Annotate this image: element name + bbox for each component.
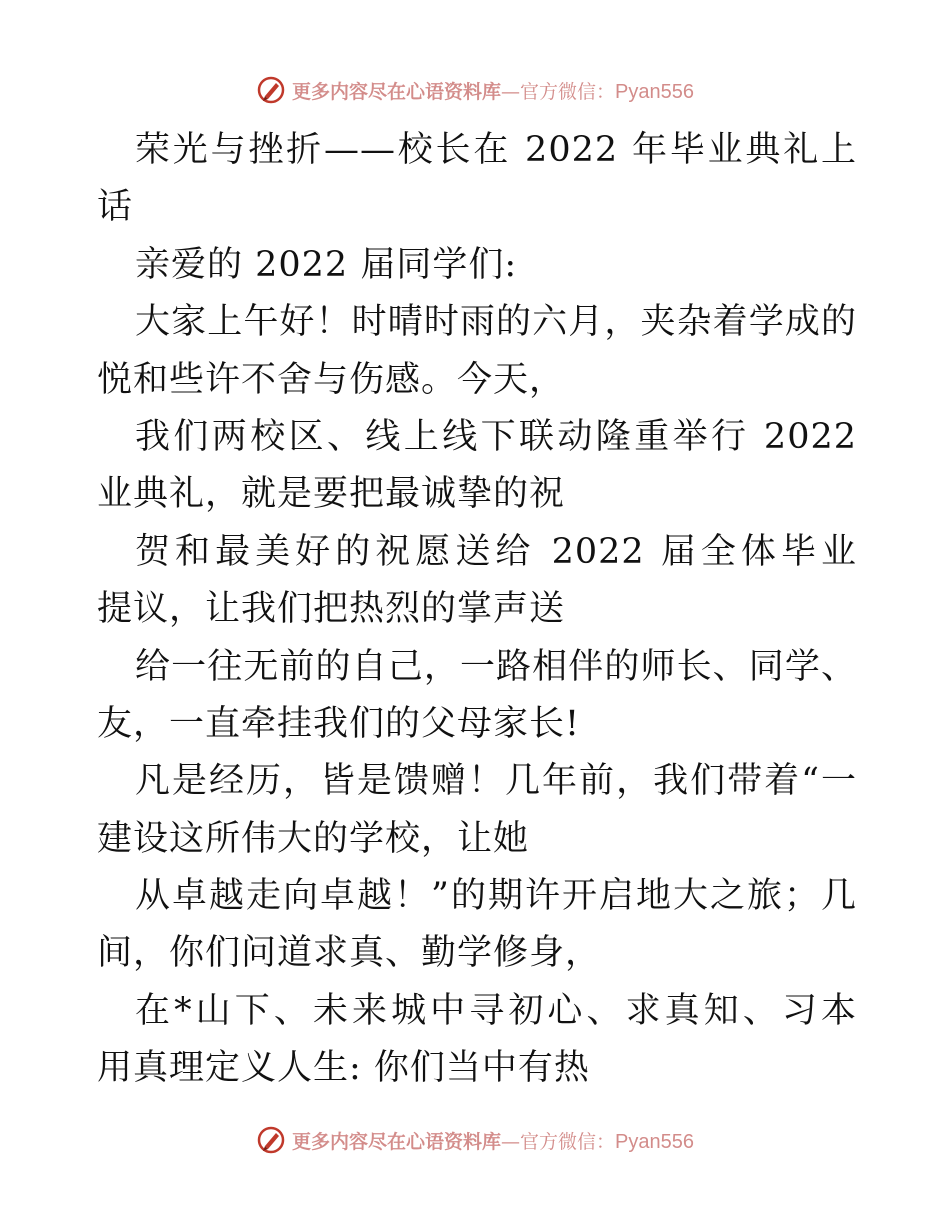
watermark-dash: — — [501, 80, 521, 103]
paragraph-line: 凡是经历，皆是馈赠！几年前，我们带着“一 — [135, 761, 857, 802]
watermark-dash: — — [501, 1130, 521, 1153]
paragraph-line: 从卓越走向卓越！”的期许开启地大之旅；几 — [135, 876, 857, 917]
paragraph-line: 贺和最美好的祝愿送给 2022 届全体毕业 — [135, 531, 857, 572]
title-line: 荣光与挫折——校长在 2022 年毕业典礼上 — [135, 130, 857, 170]
paragraph-line: 我们两校区、线上线下联动隆重举行 2022 — [135, 416, 857, 457]
salutation-line: 亲爱的 2022 届同学们: — [135, 244, 518, 285]
watermark-brand: 更多内容尽在心语资料库 — [292, 80, 502, 103]
title-line-continued: 话 — [97, 187, 134, 228]
paragraph-line: 提议，让我们把热烈的掌声送 — [97, 589, 566, 630]
pen-logo-icon — [256, 1125, 286, 1155]
paragraph-line: 用真理定义人生: 你们当中有热 — [97, 1048, 590, 1089]
paragraph-line: 悦和些许不舍与伤感。今天， — [97, 359, 566, 400]
watermark-text — [292, 1127, 694, 1154]
watermark-wechat-id: Pyan556 — [615, 80, 694, 103]
watermark-official-label: 官方微信： — [520, 1130, 616, 1153]
paragraph-line: 在*山下、未来城中寻初心、求真知、习本 — [135, 990, 857, 1031]
paragraph-line: 间，你们问道求真、勤学修身， — [97, 933, 602, 974]
watermark-text — [292, 77, 694, 104]
paragraph-line: 业典礼，就是要把最诚挚的祝 — [97, 474, 566, 515]
header-watermark-banner — [0, 70, 950, 110]
watermark-wechat-id: Pyan556 — [615, 1130, 694, 1153]
paragraph-line: 大家上午好！时晴时雨的六月，夹杂着学成的 — [135, 302, 857, 343]
footer-watermark-banner — [0, 1120, 950, 1160]
pen-logo-icon — [256, 75, 286, 105]
paragraph-line: 友，一直牵挂我们的父母家长! — [97, 703, 581, 744]
watermark-official-label: 官方微信： — [520, 80, 616, 103]
watermark-brand: 更多内容尽在心语资料库 — [292, 1130, 502, 1153]
document-body — [97, 122, 857, 1098]
paragraph-line: 建设这所伟大的学校，让她 — [97, 818, 530, 859]
paragraph-line: 给一往无前的自己，一路相伴的师长、同学、 — [135, 646, 857, 687]
